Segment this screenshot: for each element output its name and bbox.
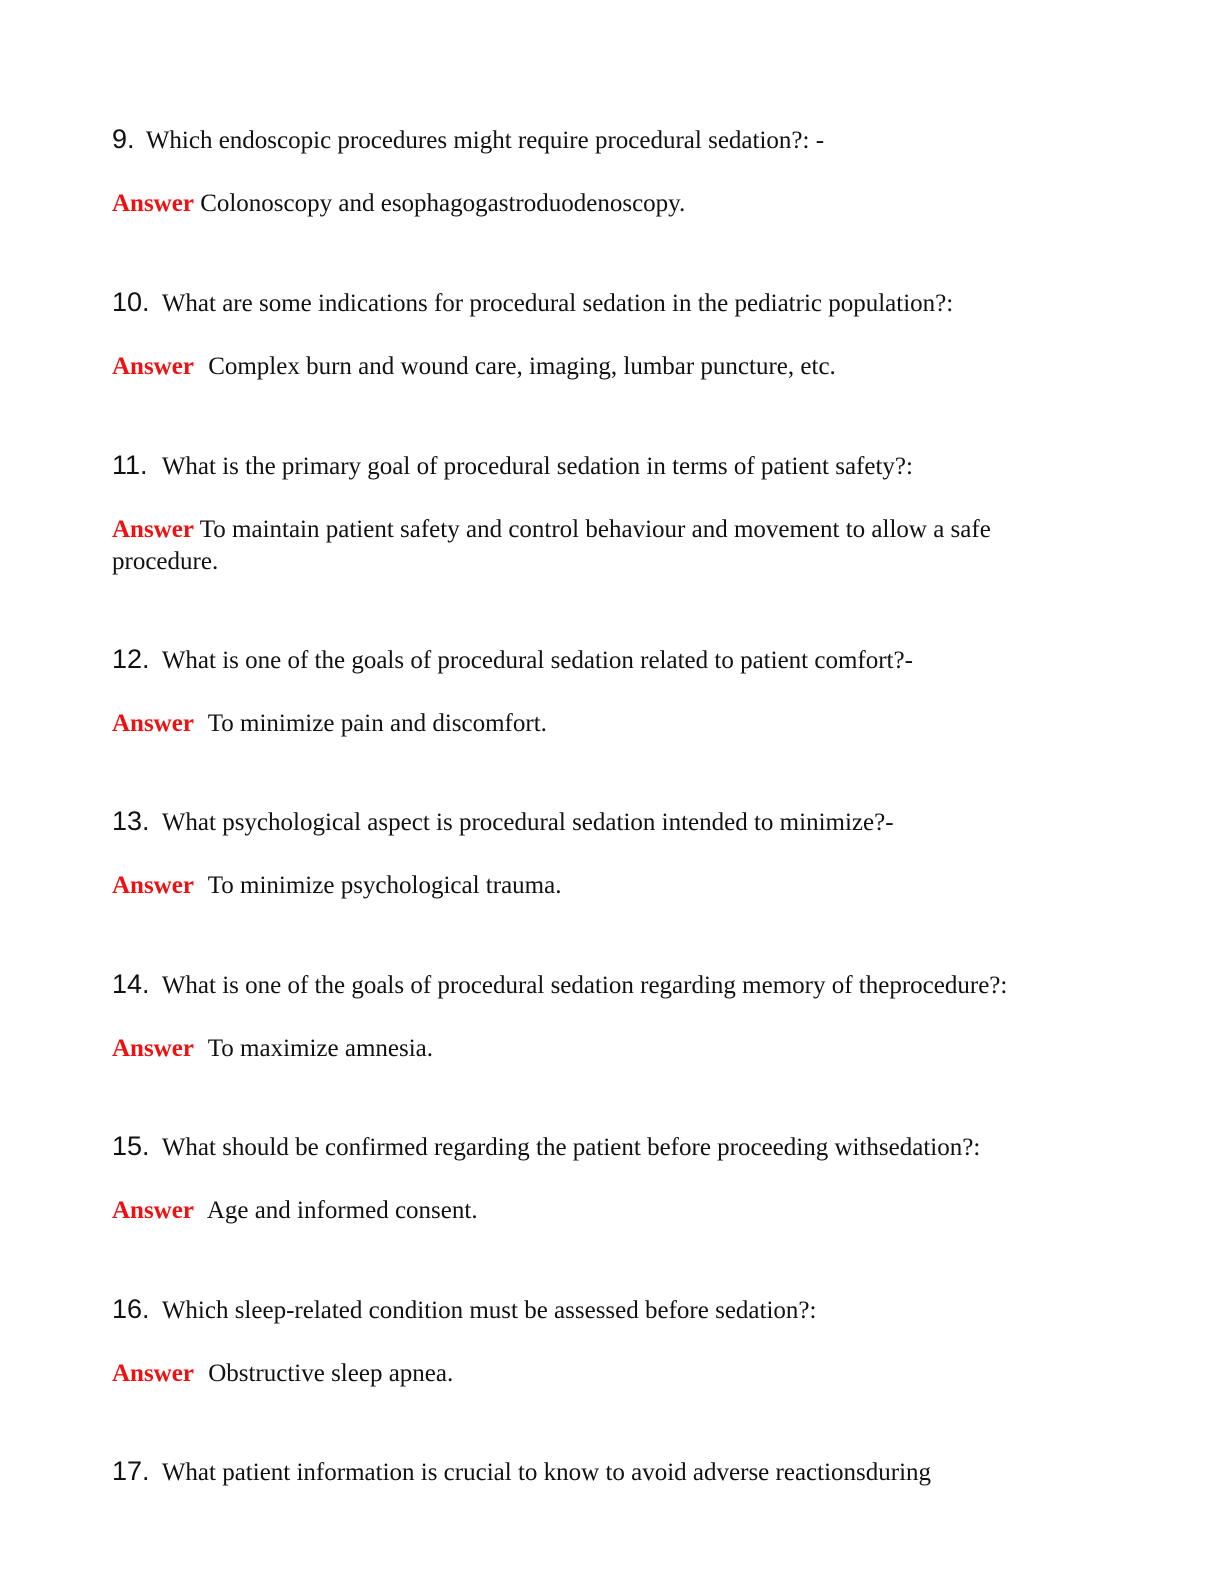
answer: [112, 708, 1102, 740]
answer: [112, 870, 1102, 902]
question: [112, 1294, 816, 1326]
question-text: What is one of the goals of procedural sedation regarding memory of theprocedure?:: [161, 972, 1008, 999]
answer-text: Complex burn and wound care, imaging, lumbar puncture, etc.: [208, 353, 836, 380]
answer: [112, 1358, 1102, 1390]
answer-label: Answer: [112, 353, 194, 380]
question-number: 17.: [112, 1456, 150, 1486]
question: [112, 1456, 931, 1488]
answer-text: To maximize amnesia.: [207, 1035, 434, 1062]
question-text: Which sleep-related condition must be assessed before sedation?:: [161, 1297, 817, 1324]
question-number: 10.: [112, 287, 150, 317]
answer: [112, 514, 1102, 578]
question-number: 13.: [112, 806, 150, 836]
answer-label: Answer: [112, 710, 194, 737]
answer-label: Answer: [112, 516, 194, 543]
answer-text: Colonoscopy and esophagogastroduodenoscopy.: [200, 190, 686, 217]
question-text: What patient information is crucial to know to avoid adverse reactionsduring: [161, 1459, 932, 1486]
answer-text: To maintain patient safety and control behaviour and movement to allow a safe procedure.: [112, 516, 991, 575]
question-text: What are some indications for procedural sedation in the pediatric population?:: [161, 290, 954, 317]
question-number: 14.: [112, 969, 150, 999]
question: [112, 1131, 980, 1163]
question-number: 12.: [112, 644, 150, 674]
answer-label: Answer: [112, 1197, 194, 1224]
question: [112, 806, 894, 838]
answer: [112, 1195, 1102, 1227]
answer-label: Answer: [112, 1360, 194, 1387]
question-text: What should be confirmed regarding the patient before proceeding withsedation?:: [161, 1134, 981, 1161]
question-text: Which endoscopic procedures might require procedural sedation?: -: [145, 127, 825, 154]
answer-label: Answer: [112, 1035, 194, 1062]
answer-text: Obstructive sleep apnea.: [208, 1360, 454, 1387]
question-number: 9.: [112, 124, 135, 154]
answer: [112, 1033, 1102, 1065]
question: [112, 124, 824, 156]
question-number: 11.: [112, 450, 148, 480]
question-text: What is one of the goals of procedural sedation related to patient comfort?-: [161, 647, 913, 674]
answer-text: Age and informed consent.: [206, 1197, 478, 1224]
answer-label: Answer: [112, 190, 194, 217]
answer-text: To minimize pain and discomfort.: [207, 710, 547, 737]
question-number: 16.: [112, 1294, 150, 1324]
question: [112, 287, 953, 319]
question: [112, 969, 1007, 1001]
question-text: What is the primary goal of procedural sedation in terms of patient safety?:: [161, 453, 913, 480]
answer: [112, 188, 1102, 220]
answer-text: To minimize psychological trauma.: [207, 872, 562, 899]
question-number: 15.: [112, 1131, 150, 1161]
question: [112, 450, 913, 482]
answer-label: Answer: [112, 872, 194, 899]
question: [112, 644, 913, 676]
question-text: What psychological aspect is procedural sedation intended to minimize?-: [161, 809, 894, 836]
answer: [112, 351, 1102, 383]
